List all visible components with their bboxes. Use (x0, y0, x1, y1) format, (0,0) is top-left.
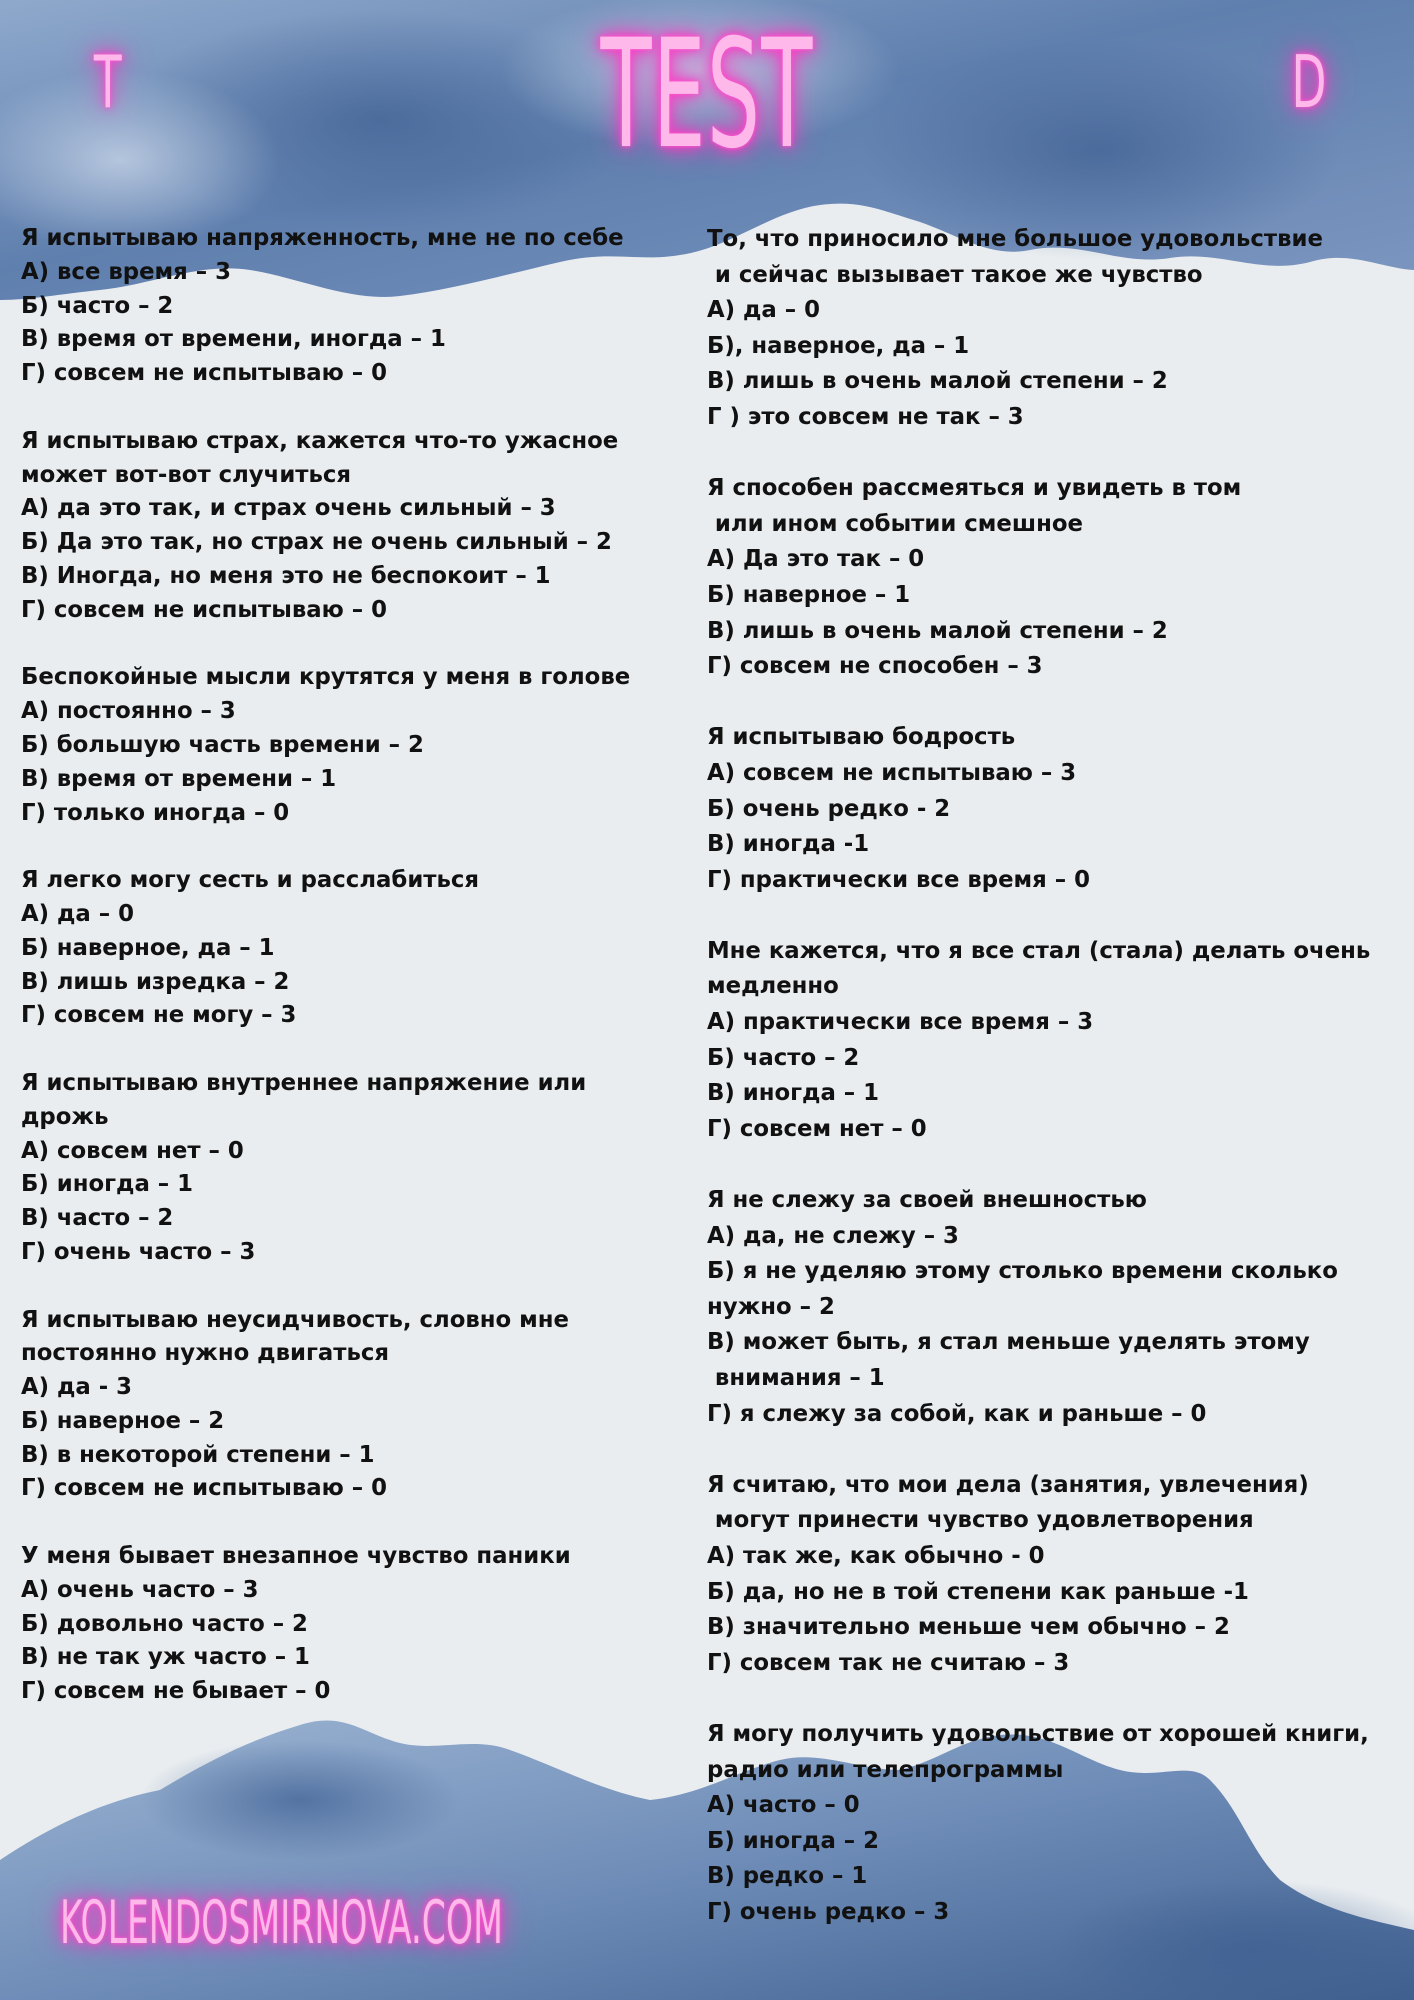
question-line: А) да, не слежу – 3 (707, 1222, 959, 1249)
question-line: Б) Да это так, но страх не очень сильный – 2 (21, 529, 612, 556)
question-line: Г) практически все время – 0 (707, 866, 1090, 893)
question-line: В) время от времени – 1 (21, 765, 337, 792)
question-line: В) иногда – 1 (707, 1080, 879, 1107)
question-line: Г) только иногда – 0 (21, 799, 290, 826)
question-line: Я испытываю внутреннее напряжение или (21, 1069, 587, 1096)
question-block (21, 1304, 671, 1507)
page-title: TEST (600, 8, 814, 182)
question-line: Г) совсем не могу – 3 (21, 1002, 297, 1029)
question-line: А) очень часто – 3 (21, 1576, 259, 1603)
question-line: Б) большую часть времени – 2 (21, 731, 424, 758)
question-line: Б), наверное, да – 1 (707, 332, 970, 359)
question-line: Г) совсем не испытываю – 0 (21, 596, 387, 623)
question-line: В) лишь в очень малой степени – 2 (707, 617, 1168, 644)
question-line: Г) совсем не испытываю – 0 (21, 1475, 387, 1502)
question-line: В) в некоторой степени – 1 (21, 1441, 375, 1468)
question-line: А) Да это так – 0 (707, 546, 925, 573)
question-line: Г) я слежу за собой, как и раньше – 0 (707, 1400, 1207, 1427)
question-line: Г) совсем так не считаю – 3 (707, 1649, 1070, 1676)
question-line: Беспокойные мысли крутятся у меня в голове (21, 664, 631, 691)
question-line: Г) очень редко – 3 (707, 1898, 950, 1925)
question-line: Я испытываю страх, кажется что-то ужасное (21, 427, 619, 454)
question-line: Я испытываю бодрость (707, 724, 1016, 751)
question-line: А) практически все время – 3 (707, 1009, 1094, 1036)
question-line: А) все время – 3 (21, 258, 231, 285)
question-line: В) редко – 1 (707, 1863, 868, 1890)
question-block (707, 1717, 1407, 1931)
question-line: В) не так уж часто – 1 (21, 1644, 310, 1671)
question-block (707, 934, 1407, 1148)
question-line: Б) иногда – 2 (707, 1827, 879, 1854)
question-block (707, 471, 1407, 685)
question-line: внимания – 1 (707, 1365, 885, 1391)
question-block (707, 1468, 1407, 1682)
question-line: Б) наверное – 2 (21, 1407, 225, 1434)
question-line: радио или телепрограммы (707, 1756, 1064, 1783)
question-line: В) иногда -1 (707, 831, 870, 858)
question-line: А) совсем нет – 0 (21, 1137, 244, 1164)
question-line: Б) довольно часто – 2 (21, 1610, 308, 1637)
question-line: Б) очень редко - 2 (707, 795, 951, 822)
question-line: Г ) это совсем не так – 3 (707, 403, 1024, 430)
question-block (707, 1183, 1407, 1432)
question-line: В) лишь изредка – 2 (21, 968, 290, 995)
right-question-column (707, 222, 1407, 1966)
question-line: Я могу получить удовольствие от хорошей книги, (707, 1720, 1369, 1747)
question-line: Б) наверное – 1 (707, 581, 911, 608)
corner-letter-right: D (1291, 40, 1327, 124)
question-line: и сейчас вызывает такое же чувство (707, 261, 1203, 288)
question-line: Б) часто – 2 (707, 1044, 860, 1071)
question-line: нужно – 2 (707, 1293, 835, 1320)
question-line: А) постоянно – 3 (21, 698, 236, 725)
question-line: Б) наверное, да – 1 (21, 934, 275, 961)
question-line: дрожь (21, 1103, 109, 1130)
question-line: Б) иногда – 1 (21, 1171, 193, 1198)
question-line: Г) совсем не испытываю – 0 (21, 360, 387, 387)
question-line: или ином событии смешное (707, 510, 1083, 537)
question-line: Г) очень часто – 3 (21, 1238, 256, 1265)
question-line: Я легко могу сесть и расслабиться (21, 867, 480, 894)
corner-letter-left: T (93, 40, 122, 124)
question-line: может вот-вот случиться (21, 461, 352, 488)
question-line: Я испытываю неусидчивость, словно мне (21, 1306, 569, 1333)
question-line: Я не слежу за своей внешностью (707, 1187, 1147, 1214)
question-line: Я испытываю напряженность, мне не по себе (21, 225, 624, 251)
question-line: Я считаю, что мои дела (занятия, увлечения) (707, 1471, 1309, 1498)
question-line: А) да - 3 (21, 1374, 132, 1401)
question-block (21, 1067, 671, 1270)
question-block (21, 661, 671, 830)
website-footer: KOLENDOSMIRNOVA.COM (60, 1888, 503, 1958)
question-line: Мне кажется, что я все стал (стала) делать очень (707, 937, 1371, 964)
question-line: Б) часто – 2 (21, 292, 174, 319)
question-line: Б) да, но не в той степени как раньше -1 (707, 1578, 1249, 1605)
question-line: В) часто – 2 (21, 1205, 174, 1232)
left-question-column (21, 222, 671, 1743)
question-block (21, 222, 671, 391)
question-line: В) значительно меньше чем обычно – 2 (707, 1614, 1230, 1641)
question-line: В) может быть, я стал меньше уделять этому (707, 1329, 1310, 1356)
question-line: В) время от времени, иногда – 1 (21, 326, 446, 353)
question-line: В) Иногда, но меня это не беспокоит – 1 (21, 562, 551, 589)
question-line: У меня бывает внезапное чувство паники (21, 1543, 571, 1570)
question-block (707, 720, 1407, 898)
question-block (21, 425, 671, 628)
question-line: постоянно нужно двигаться (21, 1340, 390, 1367)
question-block (21, 864, 671, 1033)
question-line: Г) совсем не бывает – 0 (21, 1678, 331, 1705)
question-line: Я способен рассмеяться и увидеть в том (707, 475, 1242, 502)
question-line: медленно (707, 973, 839, 1000)
question-block (21, 1540, 671, 1709)
question-line: А) совсем не испытываю – 3 (707, 759, 1077, 786)
question-line: А) да – 0 (707, 297, 820, 324)
question-line: Г) совсем не способен – 3 (707, 653, 1043, 680)
question-line: То, что приносило мне большое удовольствие (707, 226, 1323, 252)
question-line: А) да это так, и страх очень сильный – 3 (21, 495, 556, 522)
question-line: Б) я не уделяю этому столько времени сколько (707, 1258, 1338, 1285)
question-block (707, 222, 1407, 436)
question-line: могут принести чувство удовлетворения (707, 1507, 1254, 1534)
question-line: А) часто – 0 (707, 1792, 860, 1819)
question-line: Г) совсем нет – 0 (707, 1115, 927, 1142)
question-line: А) так же, как обычно - 0 (707, 1542, 1045, 1569)
question-line: В) лишь в очень малой степени – 2 (707, 368, 1168, 395)
question-line: А) да – 0 (21, 900, 134, 927)
